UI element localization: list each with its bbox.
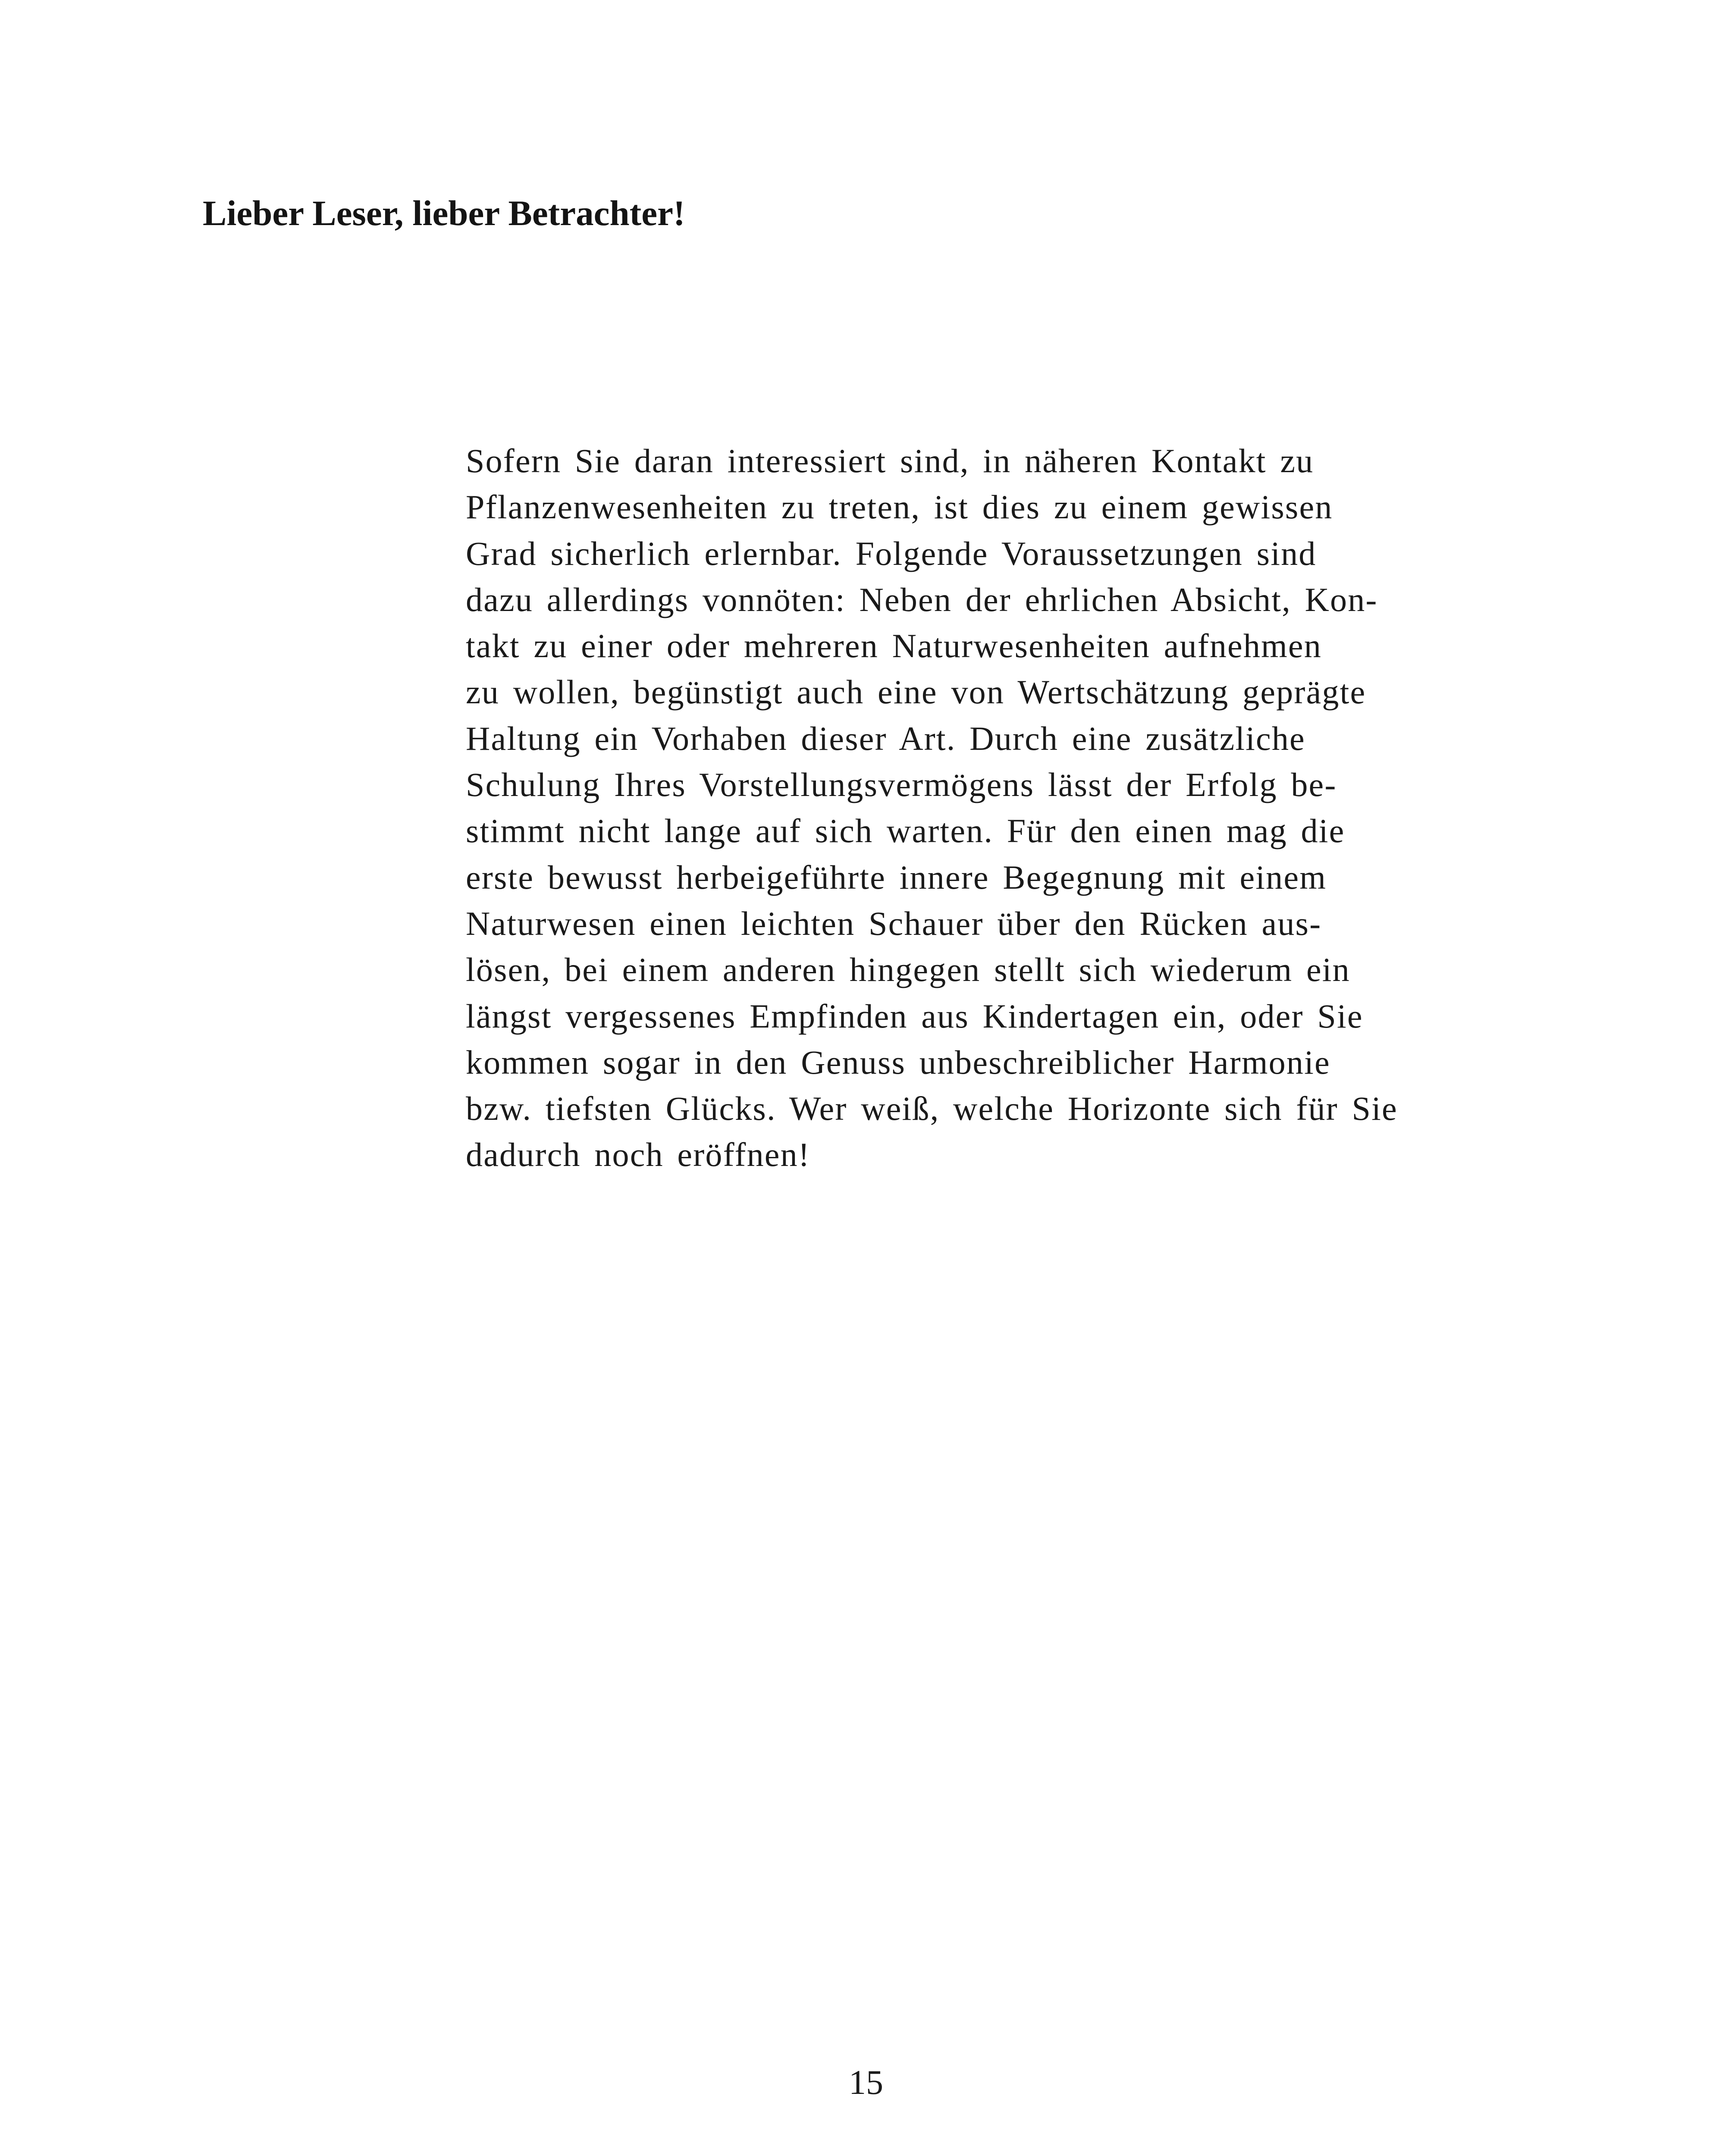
body-paragraph — [466, 438, 1527, 1178]
body-line: dazu allerdings vonnöten: Neben der ehrlichen Absicht, Kon- — [466, 580, 1378, 618]
body-line: zu wollen, begünstigt auch eine von Wertschätzung geprägte — [466, 673, 1366, 711]
body-line: dadurch noch eröffnen! — [466, 1136, 810, 1174]
body-line: Haltung ein Vorhaben dieser Art. Durch eine zusätzliche — [466, 719, 1305, 757]
body-line: längst vergessenes Empfinden aus Kindertagen ein, oder Sie — [466, 997, 1363, 1035]
body-line: Pflanzenwesenheiten zu treten, ist dies zu einem gewissen — [466, 488, 1333, 526]
body-line: erste bewusst herbeigeführte innere Begegnung mit einem — [466, 858, 1327, 896]
body-line: takt zu einer oder mehreren Naturwesenheiten aufnehmen — [466, 627, 1322, 665]
body-line: bzw. tiefsten Glücks. Wer weiß, welche Horizonte sich für Sie — [466, 1090, 1398, 1128]
body-line: Grad sicherlich erlernbar. Folgende Voraussetzungen sind — [466, 534, 1317, 572]
body-line: kommen sogar in den Genuss unbeschreiblicher Harmonie — [466, 1043, 1330, 1081]
page-number: 15 — [849, 2064, 883, 2102]
page-heading: Lieber Leser, lieber Betrachter! — [203, 193, 685, 233]
body-line: stimmt nicht lange auf sich warten. Für den einen mag die — [466, 812, 1345, 850]
body-line: Naturwesen einen leichten Schauer über den Rücken aus- — [466, 904, 1322, 942]
body-line: Schulung Ihres Vorstellungsvermögens lässt der Erfolg be- — [466, 766, 1337, 804]
body-line: Sofern Sie daran interessiert sind, in näheren Kontakt zu — [466, 442, 1314, 479]
body-line: lösen, bei einem anderen hingegen stellt sich wiederum ein — [466, 951, 1350, 989]
